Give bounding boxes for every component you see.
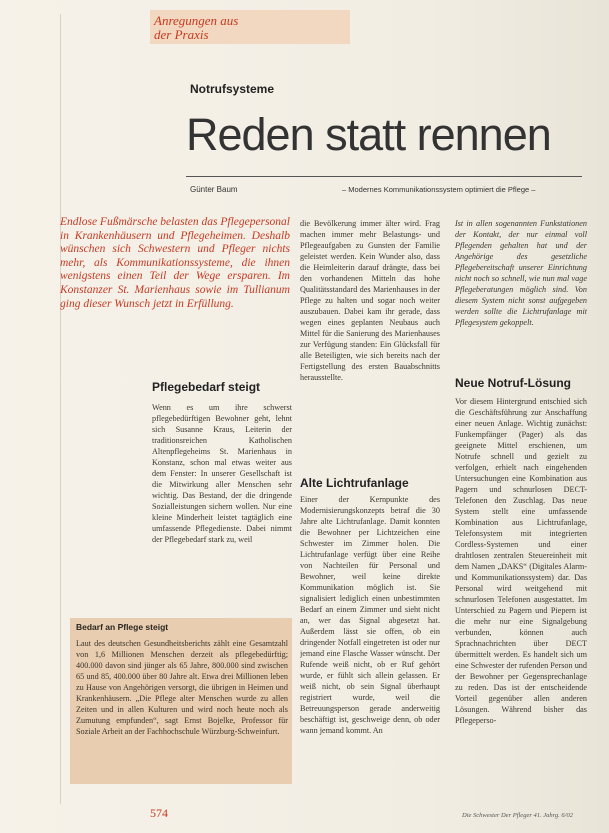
- rubric: [154, 14, 238, 42]
- notruf-text: Vor diesem Hintergrund entschied sich die Geschäftsführung zur Anschaffung einer neuen Anlage. Wichtig zunächst: Funkempfänger (Pager) als das geeignete Mittel erschienen, um Notrufe schnell und gezielt zu verfolgen, erhielt nach eingehenden Untersuchungen eine Kombination aus Pagern und schnurlosen DECT-Telefonen den Zuschlag. Das neue System stellt eine umfassende Kombination aus Lichtrufanlage, Telefonsystem mit integrierten Cordless-Systemen und einer drahtlosen zentralen Steuereinheit mit dem Namen „DAKS“ (Digitales Alarm- und Kommunikationssystem) dar. Das Personal wird weitgehend mit schnurlosen Telefonen ausgestattet. Im Unterschied zu Pagern und Piepern ist die mehr nur eine Signalgebung verbunden, können auch Sprachnachrichten über DECT übermittelt werden. Es handelt sich um eine Schwester der rufenden Person und der Bewohner per Gegensprechanlage zu reden. Das ist der entscheidende Vorteil gegenüber allen anderen Lösungen. Während bisher das Pflegeperso-: [455, 397, 587, 725]
- page-number: 574: [150, 806, 168, 820]
- headline: Reden statt rennen: [186, 109, 551, 160]
- footer-citation: Die Schwester Der Pfleger 41. Jahrg. 6/02: [462, 812, 573, 819]
- rubric-line-1: Anregungen aus: [154, 13, 239, 28]
- info-box-title: Bedarf an Pflege steigt: [76, 622, 169, 632]
- pflegebedarf-text: Wenn es um ihre schwerst pflegebedürftigen Bewohner geht, lehnt sich Susanne Kraus, Leiterin der traditionsreichen Katholischen Altenpflegeheims St. Marienhaus in Konstanz, schon mal etwas weiter aus dem Fenster: In unserer Gesellschaft ist die Mitwirkung aller Menschen sehr wichtig. Das Bestand, der die dringende Sozialleistungen sichern wollen. Nur eine kleine Minderheit leistet tagtäglich eine umfassende Pflegedienste. Dabei nimmt der Pflegebedarf stark zu, weil: [152, 403, 292, 544]
- middle-column-top-text: die Bevölkerung immer älter wird. Frag machen immer mehr Belastungs- und Pflegeaufgaben zu Gunsten der Familie geleistet werden. Kein Wunder also, dass die Heimleiterin darauf drängte, dass bei den vorhandenen Mitteln das hohe Qualitätsstandard des Marienhauses in der Pflege zu halten und sogar noch weiter auszubauen. Dabei kam ihr gerade, dass wegen eines geplanten Neubaus auch Mittel für die Sanierung des Marienhauses zur Verfügung standen: Ein Glücksfall für alle Beteiligten, wie sich bereits nach der Fertigstellung des ersten Bauabschnitts herausstellte.: [300, 219, 440, 382]
- headline-rule: [186, 176, 582, 177]
- right-column-top-text: Ist in allen sogenannten Funkstationen der Kontakt, der nur einmal voll Pflegenden gehalten hat und der Angehörige des gesetzliche Pflegebereitschaft unserer Einrichtung nicht noch so schnell, wie nun mal vage Pflegeberatungen möglich sind. Von diesem System nicht sonst aufgegeben werden sollte die Lichtrufanlage mit Pflegesystem gekoppelt.: [455, 219, 587, 327]
- margin-rule: [60, 14, 61, 804]
- tagline: – Modernes Kommunikationssystem optimiert die Pflege –: [342, 185, 536, 194]
- section-heading-pflegebedarf: Pflegebedarf steigt: [152, 380, 261, 394]
- rubric-line-2: der Praxis: [154, 27, 209, 42]
- section-heading-lichtruf: Alte Lichtrufanlage: [300, 476, 409, 490]
- lead-paragraph: Endlose Fußmärsche belasten das Pflegepersonal in Krankenhäusern und Pflegeheimen. Deshalb wünschen sich Schwestern und Pfleger nichts mehr, als Kommunikationssysteme, die ihnen wenigstens einen Teil der Wege ersparen. Im Konstanzer St. Marienhaus sowie im Tullianum ging dieser Wunsch jetzt in Erfüllung.: [60, 216, 290, 310]
- topic-label: Notrufsysteme: [190, 82, 275, 96]
- author: Günter Baum: [190, 185, 238, 194]
- info-box-text: Laut des deutschen Gesundheitsberichts zählt eine Gesamtzahl von 1,6 Millionen Menschen derzeit als pflegebedürftig; 400.000 davon sind jünger als 65 Jahre, 800.000 sind zwischen 65 und 85, 400.000 über 80 Jahre alt. Etwa drei Millionen leben zu Hause von Angehörigen versorgt, die übrigen in Heimen und Krankenhäusern. „Die Pflege alter Menschen wurde zu allen Zeiten und in allen Kulturen und wird noch heute noch als Zumutung empfunden“, sagt Ernst Bojelke, Professor für Soziale Arbeit an der Fachhochschule Würzburg-Schweinfurt.: [76, 639, 288, 736]
- lichtruf-text: Einer der Kernpunkte des Modernisierungskonzepts betraf die 30 Jahre alte Lichtrufanlage. Damit konnten die Bewohner per Lichtzeichen eine Schwester im Zimmer holen. Die Lichtrufanlage verfügt über eine Reihe von Nachteilen für Personal und Bewohner, weil keine direkte Kommunikation möglich ist. Sie signalisiert lediglich einen unbestimmten Bedarf an einem Zimmer und sieht nicht an, wer das Signal abgesetzt hat. Außerdem lässt sie offen, ob ein dringender Notfall eingetreten ist oder nur jemand eine Flasche Wasser wünscht. Der Rufende weiß nicht, ob er Ruf gehört wurde, er fühlt sich allein gelassen. Er weiß nicht, ob sein Signal überhaupt registriert wurde, weil die Betreuungsperson gerade anderweitig beschäftigt ist, geschweige denn, ob oder wann jemand kommt. An: [300, 495, 440, 735]
- section-heading-notruf: Neue Notruf-Lösung: [455, 376, 571, 390]
